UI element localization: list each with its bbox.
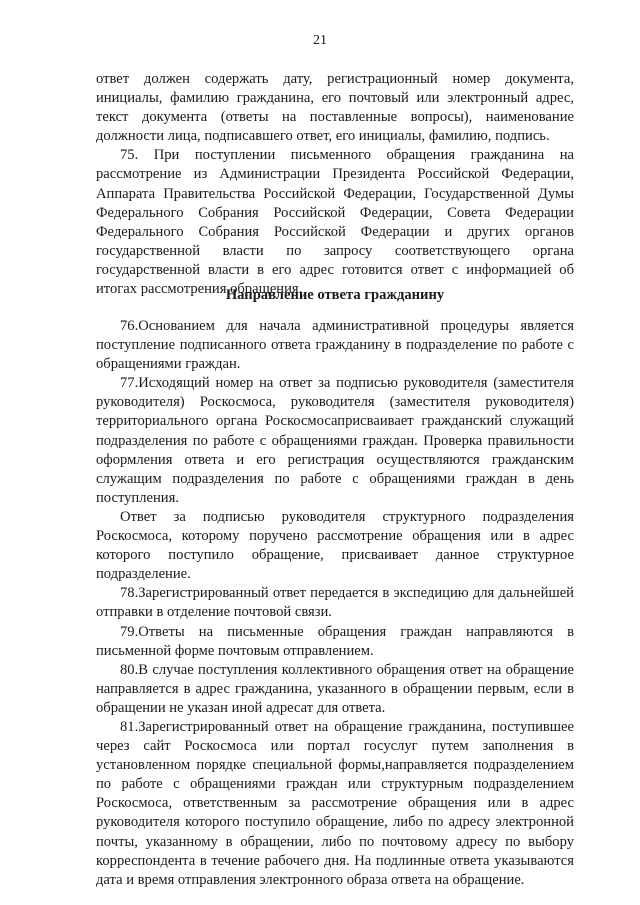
- paragraph-81: 81.Зарегистрированный ответ на обращение гражданина, поступившее через сайт Роскосмоса или портал госуслуг путем заполнения в установленном порядке специальной формы,направляется подразделением по работе с обращениями граждан или структурным подразделением Роскосмоса, ответственным за рассмотрение обращения или в адрес руководителя которого поступило обращение, либо по адресу электронной почты, указанному в обращении, либо по почтовому адресу по выбору корреспондента в течение рабочего дня. На подлинные ответа указываются дата и время отправления электронного образа ответа на обращение.: [96, 718, 574, 888]
- page-number: 21: [313, 33, 327, 48]
- paragraph-continued: ответ должен содержать дату, регистрационный номер документа, инициалы, фамилию гражданина, его почтовый или электронный адрес, текст документа (ответы на поставленные вопросы), наименование должности лица, подписавшего ответ, его инициалы, фамилию, подпись.: [96, 71, 574, 145]
- paragraph-76: 76.Основанием для начала административной процедуры является поступление подписанного ответа гражданину в подразделение по работе с обращениями граждан.: [96, 318, 574, 373]
- paragraph-78: 78.Зарегистрированный ответ передается в экспедицию для дальнейшей отправки в отделение почтовой связи.: [96, 585, 574, 621]
- section-response-delivery: [96, 317, 574, 890]
- paragraph-77-note: Ответ за подписью руководителя структурного подразделения Роскосмоса, которому поручено рассмотрение обращения или в адрес которого поступило обращение, присваивает данное структурное подразделение.: [96, 508, 574, 583]
- paragraph-79: 79.Ответы на письменные обращения граждан направляются в письменной форме почтовым отправлением.: [96, 623, 574, 659]
- paragraph-77: 77.Исходящий номер на ответ за подписью руководителя (заместителя руководителя) Роскосмоса, руководителя (заместителя руководителя) территориального органа Роскосмосаприсваивает гражданский служащий подразделения по работе с обращениями граждан. Проверка правильности оформления ответа и его регистрация осуществляются гражданским служащим подразделения по работе с обращениями граждан в день поступления.: [96, 375, 574, 506]
- section-continuation: [96, 70, 574, 299]
- paragraph-75: 75. При поступлении письменного обращения гражданина на рассмотрение из Администрации Президента Российской Федерации, Аппарата Правительства Российской Федерации, Государственной Думы Федерального Собрания Российской Федерации, Совета Федерации Федерального Собрания Российской Федерации и других органов государственной власти по запросу соответствующего органа государственной власти в его адрес готовится ответ с информацией об итогах рассмотрения обращения.: [96, 147, 574, 298]
- section-heading: Направление ответа гражданину: [225, 287, 445, 303]
- paragraph-80: 80.В случае поступления коллективного обращения ответ на обращение направляется в адрес гражданина, указанного в обращении первым, если в обращении не указан иной адресат для ответа.: [96, 661, 574, 716]
